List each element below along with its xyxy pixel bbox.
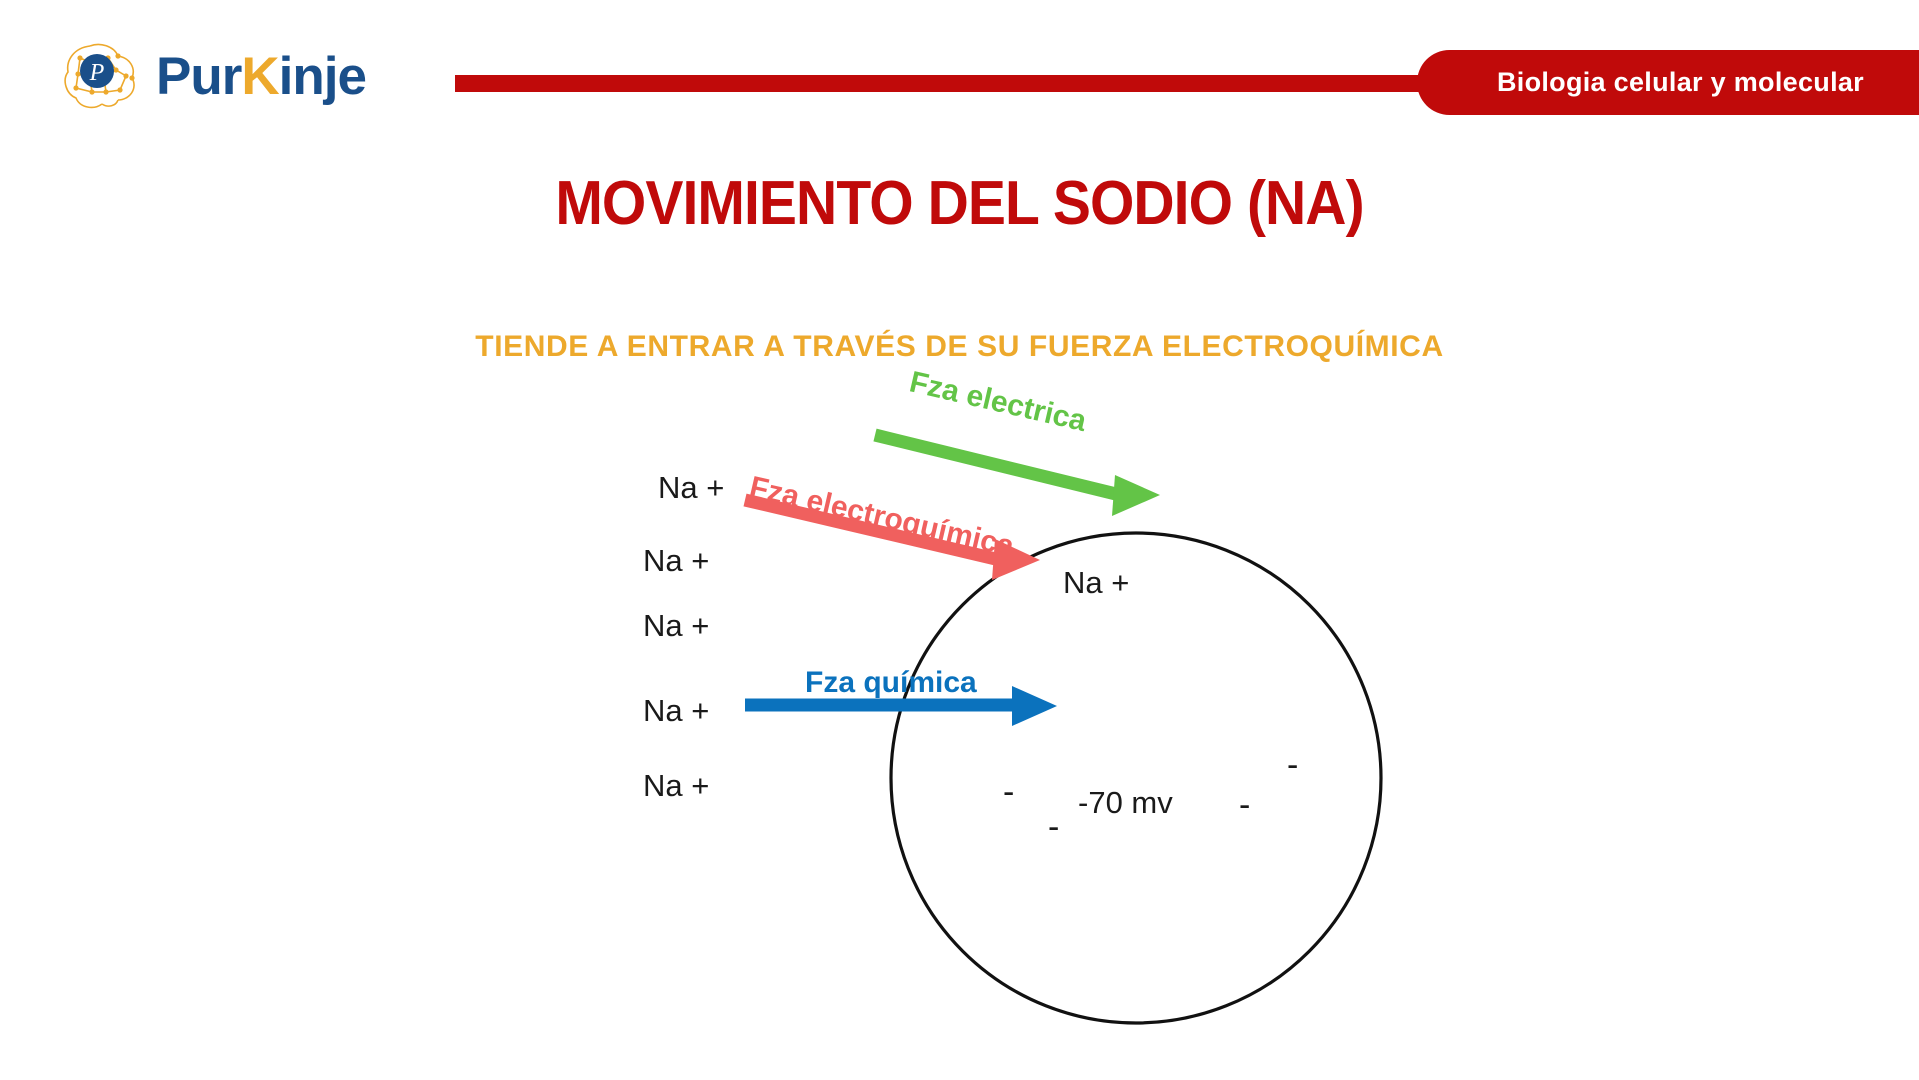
negative-charge: - <box>1239 786 1251 824</box>
brand-logo <box>60 38 366 114</box>
page-title: MOVIMIENTO DEL SODIO (NA) <box>555 169 1364 238</box>
outside-ion-label: Na + <box>643 693 710 728</box>
cell-membrane-circle <box>891 533 1381 1023</box>
purkinje-neuron-logo-icon <box>60 38 146 114</box>
electric-force-label: Fza electrica <box>906 365 1090 439</box>
brand-wordmark-part-3: inje <box>278 46 366 106</box>
brand-wordmark-part-1: Pur <box>156 46 242 106</box>
negative-charge: - <box>1287 746 1299 784</box>
outside-ion-label: Na + <box>643 543 710 578</box>
outside-ion-label: Na + <box>658 470 725 505</box>
svg-text:P: P <box>89 60 105 86</box>
electrochemical-force-label: Fza electroquímica <box>746 470 1017 564</box>
electric-force-arrow <box>875 435 1160 516</box>
inside-ion-label: Na + <box>1063 565 1130 600</box>
brand-wordmark <box>156 46 366 106</box>
membrane-potential-label: -70 mv <box>1078 785 1173 820</box>
chemical-force-label: Fza química <box>805 666 977 699</box>
outside-ion-label: Na + <box>643 768 710 803</box>
negative-charge: - <box>1003 773 1015 811</box>
negative-charge: - <box>1048 808 1060 846</box>
page-subtitle: TIENDE A ENTRAR A TRAVÉS DE SU FUERZA ELECTROQUÍMICA <box>475 330 1444 363</box>
course-tag: Biologia celular y molecular <box>1417 50 1919 115</box>
slide-header <box>0 0 1919 130</box>
brand-wordmark-part-2: K <box>241 46 279 106</box>
outside-ion-label: Na + <box>643 608 710 643</box>
sodium-movement-diagram <box>0 365 1919 1060</box>
diagram-canvas <box>0 400 1919 1060</box>
